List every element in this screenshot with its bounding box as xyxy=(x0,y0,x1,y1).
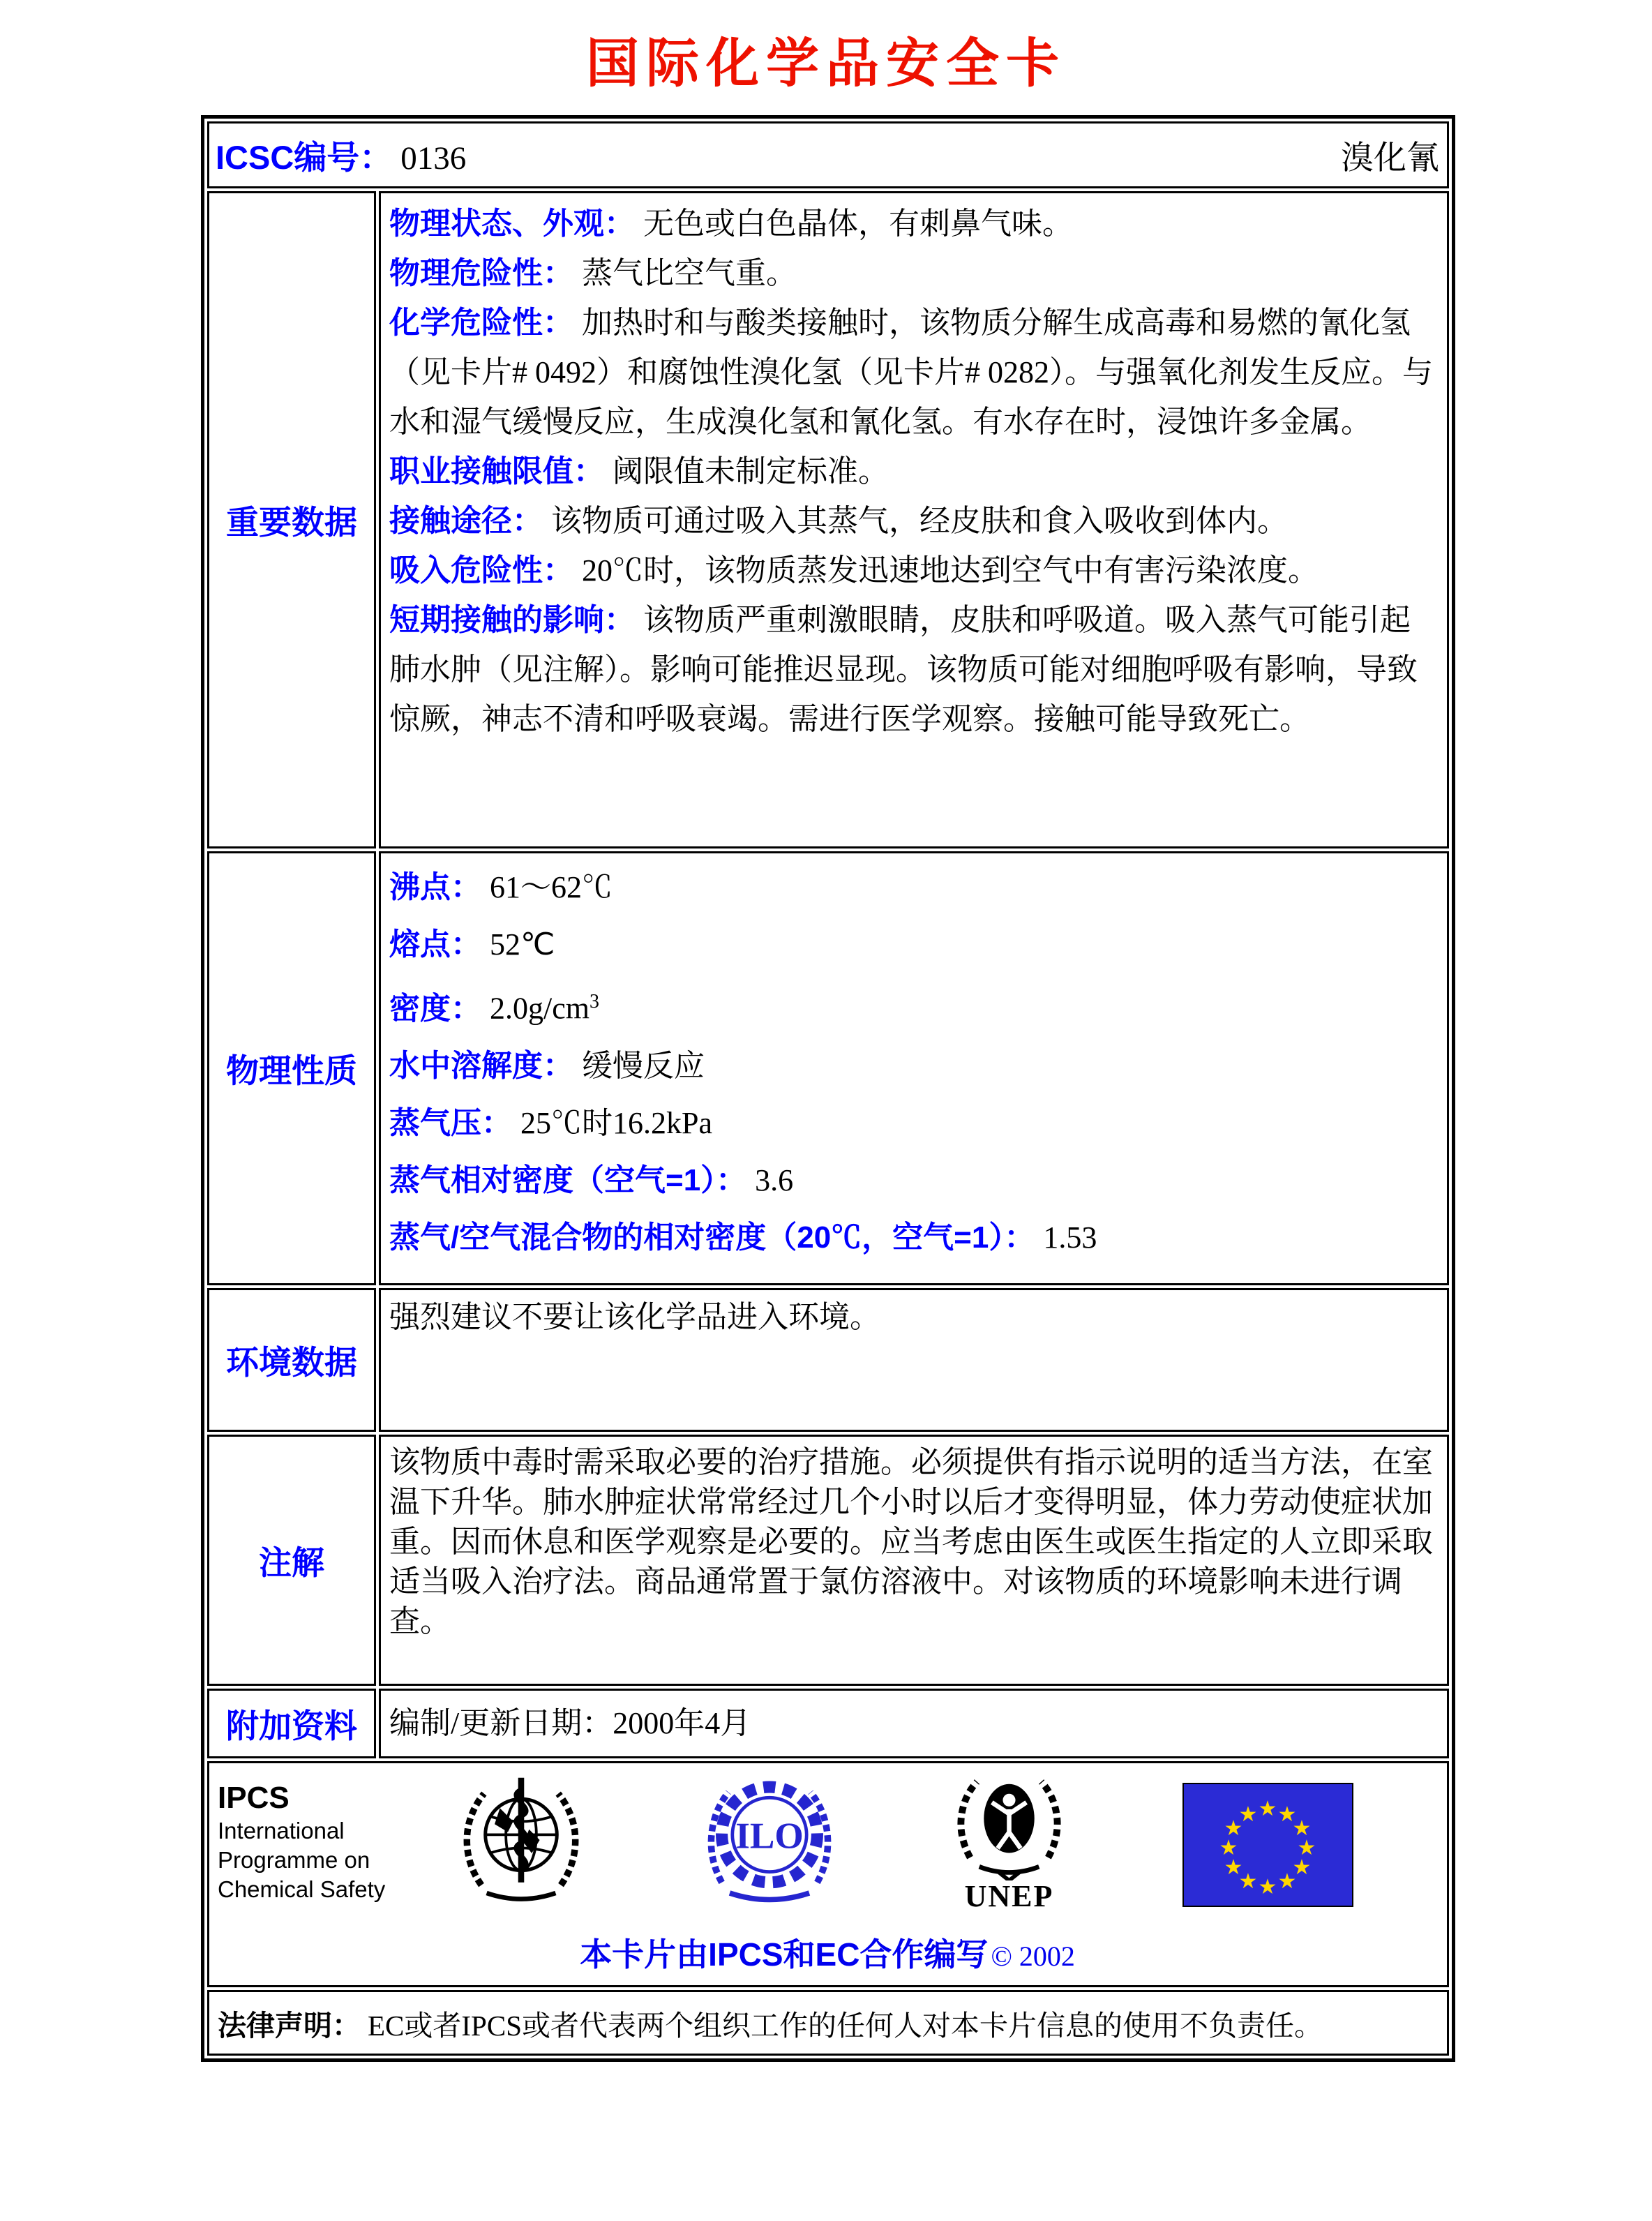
ilo-letters: ILO xyxy=(735,1815,804,1857)
field-vapor-pressure: 蒸气压： 25℃时16.2kPa xyxy=(389,1105,712,1140)
ipcs-acronym: IPCS xyxy=(218,1781,290,1815)
svg-text:★: ★ xyxy=(1277,1869,1297,1894)
header-row xyxy=(207,121,1449,188)
chemical-name: 溴化氰 xyxy=(1341,140,1439,177)
unep-wordmark: UNEP xyxy=(964,1879,1054,1913)
field-vapor-air-mixture-density: 蒸气/空气混合物的相对密度（20℃，空气=1）： 1.53 xyxy=(389,1220,1097,1255)
ipcs-text-block: IPCS International Programme on Chemical Safety xyxy=(218,1770,434,1904)
svg-text:★: ★ xyxy=(1224,1816,1243,1841)
icsc-number xyxy=(216,132,466,179)
field-density: 密度： $2.0g/cm^3$ xyxy=(389,991,599,1026)
field-boiling-point: 沸点： 61～62℃ xyxy=(389,870,613,904)
section-label-notes: 注解 xyxy=(207,1435,376,1686)
section-label-additional-info: 附加资料 xyxy=(207,1689,376,1758)
field-physical-state: 物理状态、外观： 无色或白色晶体，有刺鼻气味。 xyxy=(389,207,1073,241)
eu-flag-icon xyxy=(1182,1770,1353,1907)
legal-row xyxy=(207,1990,1449,2056)
page-title: 国际化学品安全卡 xyxy=(586,35,1066,94)
notes-content xyxy=(379,1435,1449,1686)
legal-text: EC或者IPCS或者代表两个组织工作的任何人对本卡片信息的使用不负责任。 xyxy=(368,2009,1323,2042)
environmental-data-text: 强烈建议不要让该化学品进入环境。 xyxy=(389,1300,880,1334)
icsc-number-value: 0136 xyxy=(400,140,467,177)
svg-text:★: ★ xyxy=(1219,1836,1238,1860)
field-melting-point: 熔点： 52℃ xyxy=(389,927,555,962)
who-logo-icon xyxy=(455,1770,587,1910)
svg-text:★: ★ xyxy=(1297,1836,1316,1860)
field-chemical-danger: 化学危险性： 加热时和与酸类接触时，该物质分解生成高毒和易燃的氰化氢（见卡片# 0492）和腐蚀性溴化氢（见卡片# 0282）。与强氧化剂发生反应。与水和湿气缓慢反应，生成溴化氢和氰化氢。有水存在时，浸蚀许多金属。 xyxy=(389,306,1433,439)
field-water-solubility: 水中溶解度： 缓慢反应 xyxy=(389,1048,705,1083)
section-label-physical-properties: 物理性质 xyxy=(207,851,376,1285)
svg-text:★: ★ xyxy=(1292,1816,1312,1841)
field-short-term-effects: 短期接触的影响： 该物质严重刺激眼睛，皮肤和呼吸道。吸入蒸气可能引起肺水肿（见注解）。影响可能推迟显现。该物质可能对细胞呼吸有影响，导致惊厥，神志不清和呼吸衰竭。需进行医学观察。接触可能导致死亡。 xyxy=(389,603,1418,736)
svg-text:★: ★ xyxy=(1258,1797,1277,1821)
important-data-content xyxy=(379,191,1449,848)
field-exposure-routes: 接触途径： 该物质可通过吸入其蒸气，经皮肤和食入吸收到体内。 xyxy=(389,504,1288,538)
icsc-card-table xyxy=(201,115,1455,2062)
logos-row xyxy=(207,1761,1449,1987)
icsc-number-label: ICSC编号： xyxy=(216,138,393,176)
section-label-environmental-data: 环境数据 xyxy=(207,1288,376,1432)
copyright-notice: © 2002 xyxy=(991,1940,1075,1972)
field-physical-danger: 物理危险性： 蒸气比空气重。 xyxy=(389,256,797,290)
svg-text:★: ★ xyxy=(1224,1855,1243,1880)
field-inhalation-risk: 吸入危险性： 20℃时，该物质蒸发迅速地达到空气中有害污染浓度。 xyxy=(389,553,1319,588)
svg-text:★: ★ xyxy=(1277,1802,1297,1827)
svg-text:★: ★ xyxy=(1258,1875,1277,1899)
revision-date: 编制/更新日期：2000年4月 xyxy=(389,1706,751,1740)
cooperation-caption: 本卡片由IPCS和EC合作编写 © 2002 xyxy=(580,1936,1075,1973)
legal-label: 法律声明： xyxy=(218,2009,361,2042)
field-occupational-limit: 职业接触限值： 阈限值未制定标准。 xyxy=(389,454,889,488)
svg-text:★: ★ xyxy=(1238,1869,1258,1894)
svg-text:★: ★ xyxy=(1238,1802,1258,1827)
section-label-important-data: 重要数据 xyxy=(207,191,376,848)
additional-info-content xyxy=(379,1689,1449,1758)
ilo-logo-icon xyxy=(703,1770,836,1910)
physical-properties-content xyxy=(379,851,1449,1285)
notes-text: 该物质中毒时需采取必要的治疗措施。必须提供有指示说明的适当方法，在室温下升华。肺水肿症状常常经过几个小时以后才变得明显，体力劳动使症状加重。因而休息和医学观察是必要的。应当考虑由医生或医生指定的人立即采取适当吸入治疗法。商品通常置于氯仿溶液中。对该物质的环境影响未进行调查。 xyxy=(389,1445,1433,1638)
unep-logo-icon xyxy=(952,1770,1067,1913)
field-vapor-relative-density: 蒸气相对密度（空气=1）： 3.6 xyxy=(389,1162,794,1197)
environmental-data-content xyxy=(379,1288,1449,1432)
svg-text:★: ★ xyxy=(1292,1855,1312,1880)
